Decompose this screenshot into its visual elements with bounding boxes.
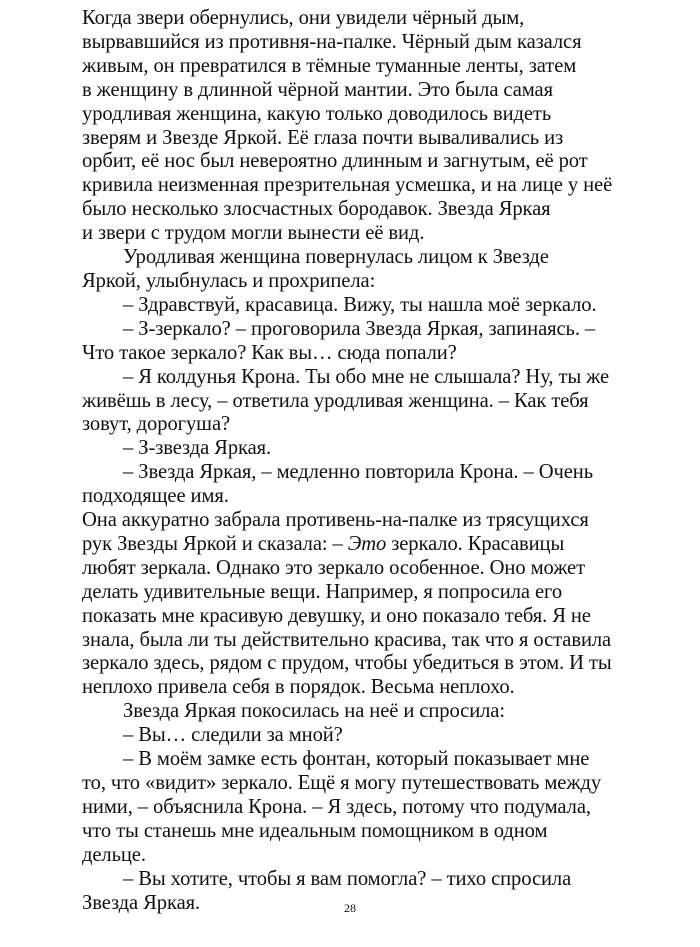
- text-line: то, что «видит» зеркало. Ещё я могу путешествовать между: [82, 772, 602, 794]
- text-line: кривила неизменная презрительная усмешка, и на лице у неё: [82, 174, 613, 197]
- text-line: – Здравствуй, красавица. Вижу, ты нашла моё зеркало.: [123, 293, 597, 316]
- text-line: – В моём замке есть фонтан, который показывает мне: [123, 748, 590, 771]
- text-line: – Вы хотите, чтобы я вам помогла? – тихо спросила: [123, 867, 572, 890]
- emphasized-text: Это: [347, 532, 387, 555]
- text-line: показать мне красивую девушку, и оно показало тебя. Я не: [82, 604, 591, 627]
- text-line: орбит, её нос был невероятно длинным и загнутым, её рот: [82, 150, 588, 173]
- text-line: Когда звери обернулись, они увидели чёрный дым,: [82, 7, 525, 29]
- text-line: любят зеркала. Однако это зеркало особенное. Оно может: [82, 556, 585, 579]
- text-line: знала, была ли ты действительно красива, так что я оставила: [82, 628, 612, 651]
- text-run: зеркало. Красавицы: [386, 532, 565, 555]
- text-line: делать удивительные вещи. Например, я попросила его: [82, 580, 563, 603]
- text-line: дельце.: [82, 843, 146, 866]
- text-line: подходящее имя.: [82, 485, 229, 508]
- text-line: – Звезда Яркая, – медленно повторила Крона. – Очень: [123, 461, 594, 484]
- text-line: неплохо привела себя в порядок. Весьма неплохо.: [82, 676, 515, 699]
- text-line: в женщину в длинной чёрной мантии. Это была самая: [82, 78, 553, 101]
- text-line: живёшь в лесу, – ответила уродливая женщина. – Как тебя: [82, 389, 589, 412]
- text-line: – З-зеркало? – проговорила Звезда Яркая, запинаясь. –: [123, 317, 596, 340]
- text-line: – Я колдунья Крона. Ты обо мне не слышала? Ну, ты же: [123, 365, 610, 388]
- text-line: [82, 533, 682, 557]
- text-line: уродливая женщина, какую только доводилось видеть: [82, 102, 552, 125]
- text-line: ними, – объяснила Крона. – Я здесь, потому что подумала,: [82, 795, 591, 818]
- text-line: зовут, дорогуша?: [82, 413, 231, 436]
- text-line: зеркало здесь, рядом с прудом, чтобы убедиться в этом. И ты: [82, 652, 612, 675]
- page-number: 28: [344, 901, 356, 915]
- text-line: живым, он превратился в тёмные туманные ленты, затем: [82, 54, 577, 77]
- text-line: Звезда Яркая.: [82, 891, 201, 914]
- text-line: – Вы… следили за мной?: [123, 724, 343, 747]
- text-line: Звезда Яркая покосилась на неё и спросила:: [123, 700, 505, 723]
- text-line: Уродливая женщина повернулась лицом к Звезде: [123, 246, 549, 269]
- body-text: [82, 7, 682, 915]
- text-line: и звери с трудом могли вынести её вид.: [82, 222, 425, 245]
- text-line: Что такое зеркало? Как вы… сюда попали?: [82, 341, 457, 364]
- text-run: рук Звезды Яркой и сказала: –: [82, 532, 348, 555]
- text-line: Яркой, улыбнулась и прохрипела:: [82, 269, 376, 292]
- text-line: было несколько злосчастных бородавок. Звезда Яркая: [82, 198, 551, 221]
- text-line: что ты станешь мне идеальным помощником в одном: [82, 819, 548, 842]
- text-line: вырвавшийся из противня-на-палке. Чёрный дым казался: [82, 30, 582, 53]
- text-line: – З-звезда Яркая.: [123, 437, 272, 460]
- text-line: Она аккуратно забрала противень-на-палке из трясущихся: [82, 509, 589, 532]
- text-line: зверям и Звезде Яркой. Её глаза почти вываливались из: [82, 126, 564, 149]
